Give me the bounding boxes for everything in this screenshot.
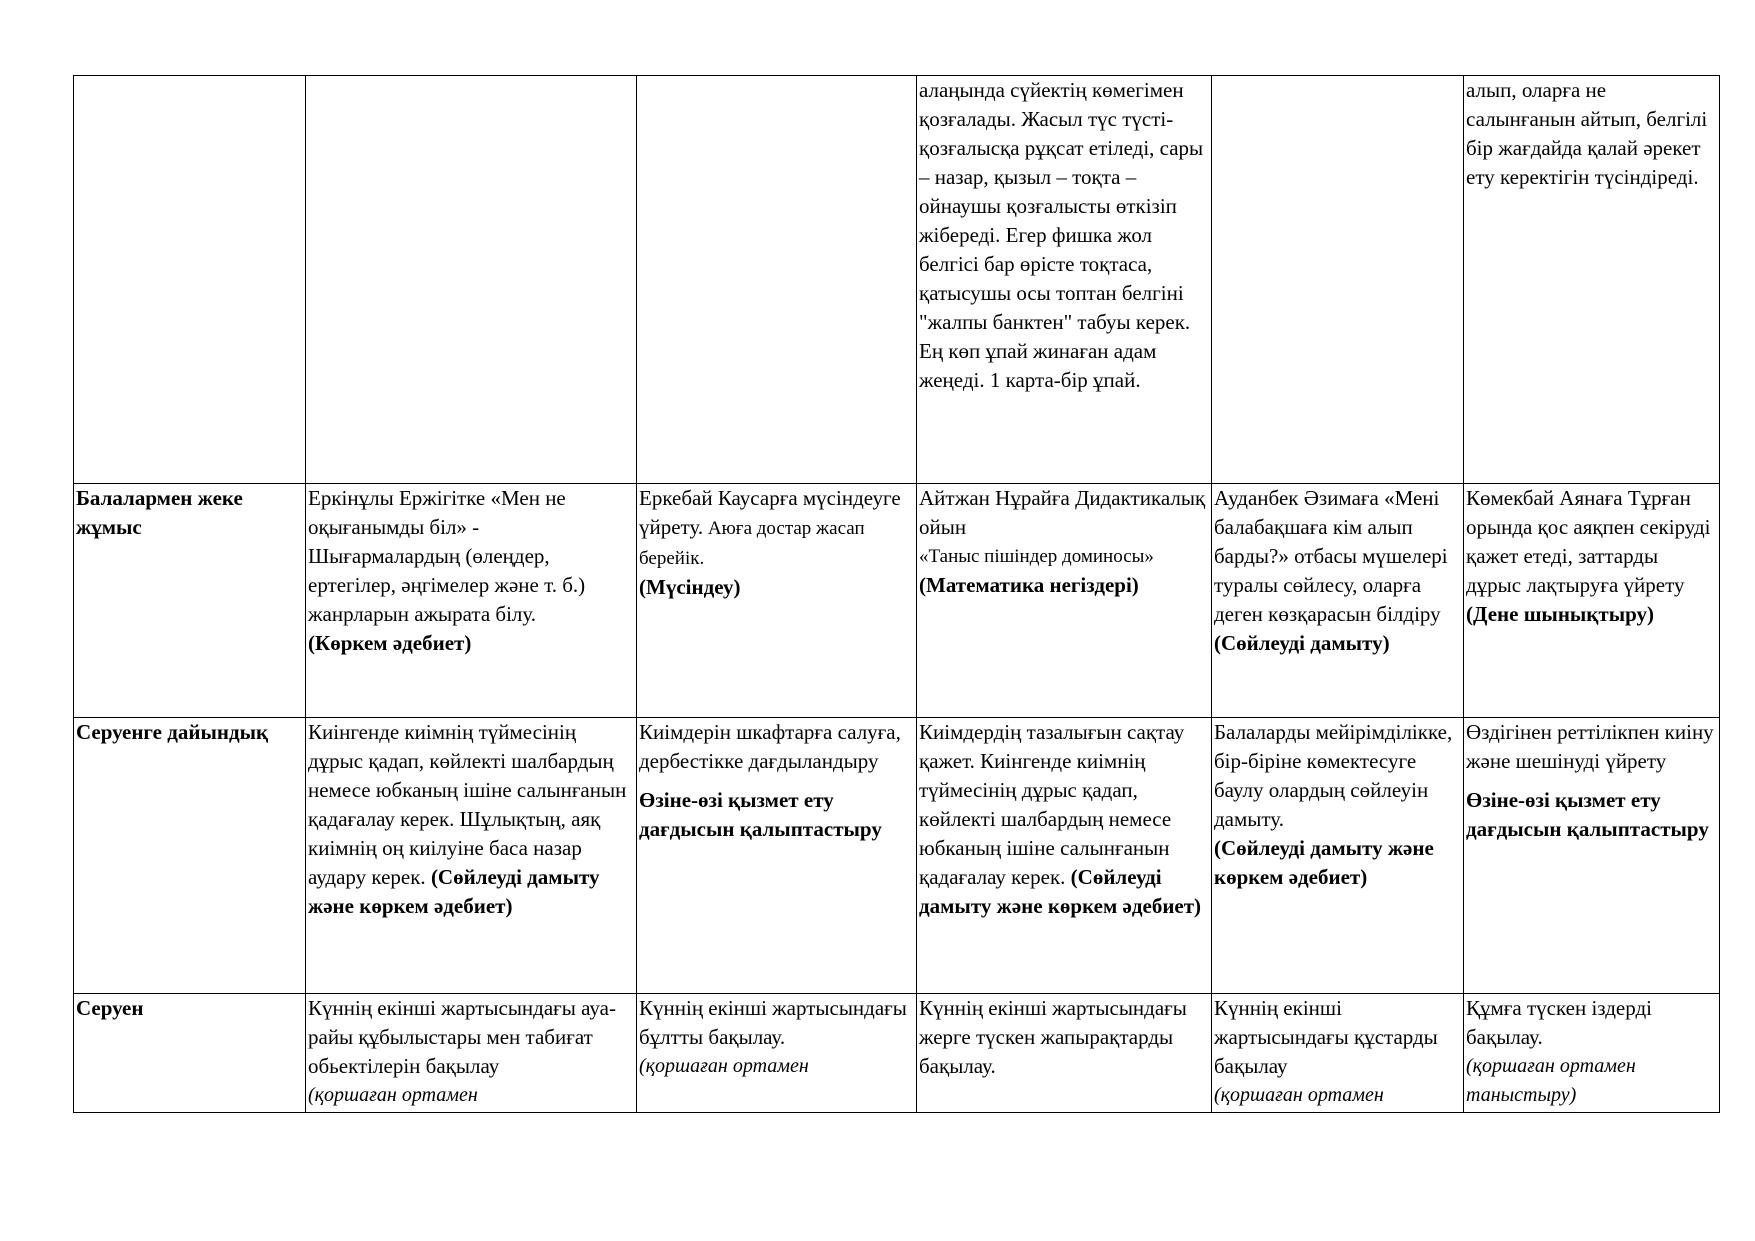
subject-tag: (Сөйлеуді дамыту және көркем әдебиет) [308,865,600,918]
table-row [74,994,1720,1113]
cell-text: Құмға түскен іздерді бақылау. [1466,996,1652,1049]
cell-text: Аюға достар жасап берейік. [639,518,865,569]
table-cell [637,76,917,484]
cell-text: Еркебай Каусарға мүсіндеуге үйрету. [639,486,901,539]
cell-text: Киімдердің тазалығын сақтау қажет. Киінгенде киімнің түймесінің дұрыс қадап, көйлекті шалбардың немесе юбканың ішіне салынғанын қадағалау керек. [919,720,1185,889]
subject-tag: (Дене шынықтыру) [1466,602,1655,626]
table-cell [1212,76,1464,484]
table-cell [917,994,1212,1113]
subject-tag: (Сөйлеуді дамыту және көркем әдебиет) [1214,836,1434,889]
cell-text: Күннің екінші жартысындағы ауа-райы құбылыстары мен табиғат обьектілерін бақылау [308,996,616,1078]
table-cell [1212,718,1464,994]
cell-text: Балаларды мейірімділікке, бір-біріне көмектесуге баулу олардың сөйлеуін дамыту. [1214,720,1453,831]
subject-tag: (қоршаған ортамен [308,1084,478,1106]
subject-tag: (қоршаған ортамен [1214,1084,1384,1106]
subject-tag: (Сөйлеуді дамыту) [1214,631,1390,655]
cell-text: Киінгенде киімнің түймесінің дұрыс қадап, көйлекті шалбардың немесе юбканың ішіне салынғанын қадағалау керек. Шұлықтың, аяқ киімнің оң киілуіне баса назар аудару керек. [308,720,627,889]
table-cell [1464,994,1720,1113]
row-label-empty [74,76,306,484]
table-row [74,484,1720,718]
table-cell [917,76,1212,484]
subject-tag: (Математика негіздері) [919,573,1139,597]
cell-text: алып, оларға не салынғанын айтып, белгілі бір жағдайда қалай әрекет ету керектігін түсіндіреді. [1466,78,1708,189]
cell-text: Көмекбай Аянаға Тұрған орында қос аяқпен секіруді қажет етеді, заттарды дұрыс лақтыруға үйрету [1466,486,1711,597]
table-cell [637,484,917,718]
subject-tag: (Көркем әдебиет) [308,631,472,655]
cell-text: Киімдерін шкафтарға салуға, дербестікке дағдыландыру [639,720,901,773]
table-cell [306,718,637,994]
row-label: Серуенге дайындық [74,718,306,994]
cell-text: Күннің екінші жартысындағы құстарды бақылау [1214,996,1438,1078]
table-cell [1464,484,1720,718]
cell-text: Еркінұлы Ержігітке «Мен не оқығанымды біл» - Шығармалардың (өлеңдер, ертегілер, әңгімелер және т. б.) жанрларын ажырата білу. [308,486,586,626]
cell-text: алаңында сүйектің көмегімен қозғалады. Жасыл түс түсті-қозғалысқа рұқсат етіледі, сары – назар, қызыл – тоқта – ойнаушы қозғалысты өткізіп жібереді. Егер фишка жол белгісі бар өрісте тоқтаса, қатысушы осы топтан белгіні "жалпы банктен" табуы керек. Ең көп ұпай жинаған адам жеңеді. 1 карта-бір ұпай. [919,78,1204,392]
cell-text: Күннің екінші жартысындағы бұлтты бақылау. [639,996,907,1049]
table-cell [306,76,637,484]
table-cell [1212,484,1464,718]
cell-text: Айтжан Нұрайға Дидактикалық ойын [919,486,1206,539]
table-cell [1464,76,1720,484]
row-label: Серуен [74,994,306,1113]
table-cell [306,484,637,718]
cell-text: Күннің екінші жартысындағы жерге түскен жапырақтарды бақылау. [919,996,1187,1078]
subject-tag: Өзіне-өзі қызмет ету дағдысын қалыптастыру [1466,788,1709,841]
cell-text: «Таныс пішіндер доминосы» [919,546,1154,567]
subject-tag: (қоршаған ортамен таныстыру) [1466,1055,1636,1106]
table-cell [917,484,1212,718]
subject-tag: (Мүсіндеу) [639,575,741,599]
subject-tag: Өзіне-өзі қызмет ету дағдысын қалыптастыру [639,788,882,841]
table-cell [917,718,1212,994]
subject-tag: (қоршаған ортамен [639,1055,809,1077]
cell-text: Ауданбек Әзимаға «Мені балабақшаға кім алып барды?» отбасы мүшелері туралы сөйлесу, оларға деген көзқарасын білдіру [1214,486,1448,626]
row-label: Балалармен жеке жұмыс [74,484,306,718]
table-cell [1212,994,1464,1113]
table-cell [637,718,917,994]
schedule-table [73,75,1720,1113]
table-cell [637,994,917,1113]
table-cell [306,994,637,1113]
cell-text: Өздігінен реттілікпен киіну және шешінуді үйрету [1466,720,1714,773]
subject-tag: (Сөйлеуді дамыту және көркем әдебиет) [919,865,1202,918]
table-cell [1464,718,1720,994]
table-row [74,76,1720,484]
table-row [74,718,1720,994]
